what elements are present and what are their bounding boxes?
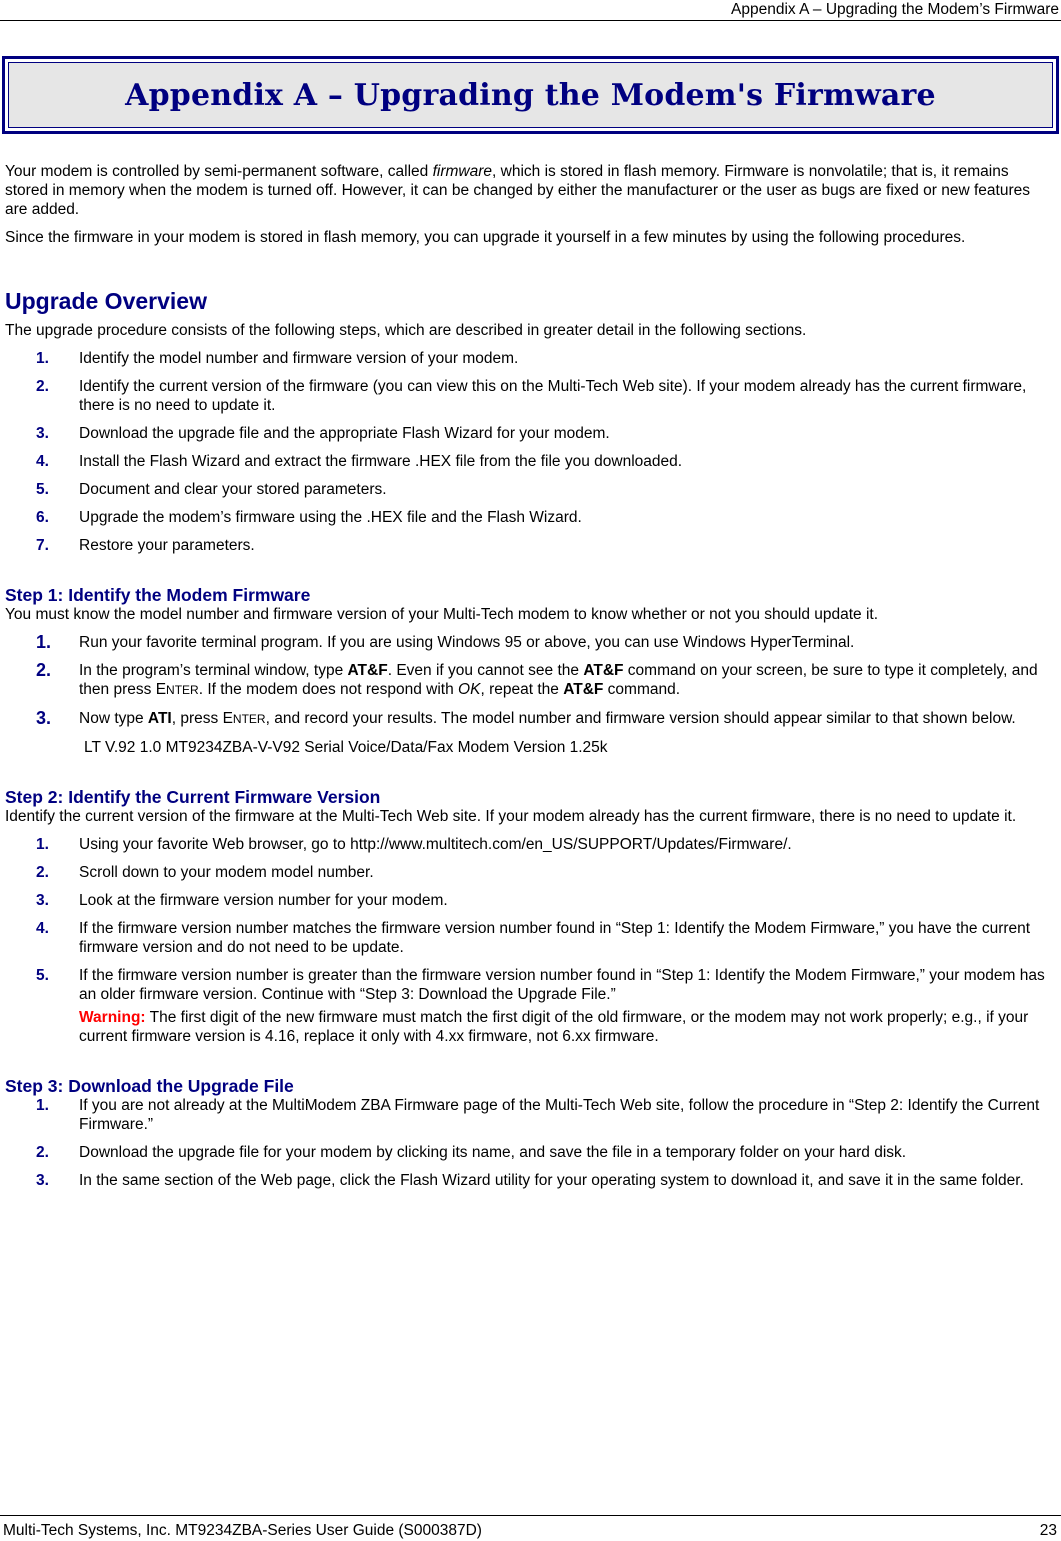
warning-label: Warning: bbox=[79, 1009, 146, 1026]
step-number: 1. bbox=[36, 350, 49, 367]
step-number: 4. bbox=[36, 453, 49, 470]
step-text: Now type bbox=[79, 710, 148, 727]
intro-paragraph-2: Since the firmware in your modem is stored in flash memory, you can upgrade it yourself in a few minutes by using the following procedures. bbox=[5, 229, 966, 246]
step-text: Identify the current version of the firmware (you can view this on the Multi-Tech Web site). If your modem already has the current firmware, there is no need to update it. bbox=[79, 378, 1027, 414]
step-text: Look at the firmware version number for your modem. bbox=[79, 892, 448, 909]
step-number: 1. bbox=[36, 836, 49, 853]
step1-heading: Step 1: Identify the Modem Firmware bbox=[5, 585, 311, 605]
intro-text: Your modem is controlled by semi-permanent software, called bbox=[5, 163, 433, 180]
step3-item bbox=[5, 1096, 1055, 1134]
step-text: Download the upgrade file for your modem by clicking its name, and save the file in a temporary folder on your hard disk. bbox=[79, 1144, 907, 1161]
step1-section bbox=[5, 585, 1055, 757]
overview-steps bbox=[5, 349, 1055, 555]
overview-heading: Upgrade Overview bbox=[5, 288, 207, 314]
step-text: Document and clear your stored parameters. bbox=[79, 481, 387, 498]
overview-step bbox=[5, 536, 1055, 555]
command-atf: AT&F bbox=[347, 662, 388, 679]
step-text: , and record your results. The model number and firmware version should appear similar to that shown below. bbox=[265, 710, 1016, 727]
step-text: , repeat the bbox=[480, 681, 564, 698]
step2-item bbox=[5, 919, 1055, 957]
step-text: If the firmware version number matches the firmware version number found in “Step 1: Identify the Modem Firmware,” you have the current firmware version and do not need to be update. bbox=[79, 920, 1031, 956]
step2-heading: Step 2: Identify the Current Firmware Version bbox=[5, 787, 381, 807]
overview-step bbox=[5, 349, 1055, 368]
overview-step bbox=[5, 480, 1055, 499]
step-text: If the firmware version number is greater than the firmware version number found in “Step 1: Identify the Modem Firmware,” your modem has an older firmware version. Continue with “Step 3: Download the Upgrade File.” bbox=[79, 967, 1045, 1003]
step-text: If you are not already at the MultiModem ZBA Firmware page of the Multi-Tech Web site, follow the procedure in “Step 2: Identify the Current Firmware.” bbox=[79, 1097, 1040, 1133]
step-text: , press bbox=[171, 710, 223, 727]
step-text: In the program’s terminal window, type bbox=[79, 662, 348, 679]
step-number: 5. bbox=[36, 967, 49, 984]
step-text: command. bbox=[603, 681, 681, 698]
step-text: Identify the model number and firmware version of your modem. bbox=[79, 350, 519, 367]
command-atf: AT&F bbox=[583, 662, 624, 679]
overview-step bbox=[5, 508, 1055, 527]
page-title: Appendix A – Upgrading the Modem's Firmware bbox=[125, 77, 936, 113]
step3-item bbox=[5, 1171, 1055, 1190]
step-number: 3. bbox=[36, 708, 52, 728]
step1-item bbox=[5, 709, 1055, 729]
footer-publication: Multi-Tech Systems, Inc. MT9234ZBA-Series User Guide (S000387D) bbox=[3, 1522, 482, 1539]
intro-text: , which is stored in flash memory. Firmware is nonvolatile; that is, it remains stored in memory when the modem is turned off. However, it can be changed by either the manufacturer or the user as bugs are fixed or new features are added. bbox=[5, 163, 1030, 218]
page-footer bbox=[0, 1515, 1061, 1541]
step2-item bbox=[5, 835, 1055, 854]
enter-key-rest: NTER bbox=[166, 683, 199, 697]
step-text: In the same section of the Web page, click the Flash Wizard utility for your operating system to download it, and save it in the same folder. bbox=[79, 1172, 1024, 1189]
running-header bbox=[0, 0, 1061, 21]
step-text: Install the Flash Wizard and extract the firmware .HEX file from the file you downloaded. bbox=[79, 453, 683, 470]
step-number: 6. bbox=[36, 509, 49, 526]
warning-text: The first digit of the new firmware must match the first digit of the old firmware, or the modem may not work properly; e.g., if your current firmware version is 4.16, replace it only with 4.xx firmware, not 6.xx firmware. bbox=[79, 1009, 1029, 1045]
step3-section bbox=[5, 1076, 1055, 1190]
step-number: 5. bbox=[36, 481, 49, 498]
step2-item bbox=[5, 863, 1055, 882]
overview-step bbox=[5, 424, 1055, 443]
content bbox=[5, 162, 1055, 1199]
intro-paragraph-1 bbox=[5, 162, 1055, 219]
title-inner bbox=[8, 62, 1053, 128]
title-box bbox=[2, 56, 1059, 134]
overview-step bbox=[5, 377, 1055, 415]
step2-section bbox=[5, 787, 1055, 1046]
page-number: 23 bbox=[1039, 1522, 1057, 1539]
ok-response: OK bbox=[458, 681, 481, 698]
overview-intro: The upgrade procedure consists of the following steps, which are described in greater detail in the following sections. bbox=[5, 322, 807, 339]
step-number: 1. bbox=[36, 632, 52, 652]
enter-key-initial: E bbox=[222, 710, 233, 727]
enter-key-initial: E bbox=[155, 681, 167, 698]
warning-note bbox=[79, 1008, 1055, 1046]
step-number: 2. bbox=[36, 864, 49, 881]
firmware-term: firmware bbox=[432, 163, 493, 180]
step3-item bbox=[5, 1143, 1055, 1162]
step3-heading: Step 3: Download the Upgrade File bbox=[5, 1076, 294, 1096]
step1-item bbox=[5, 661, 1055, 700]
step-number: 2. bbox=[36, 1144, 49, 1161]
step-number: 2. bbox=[36, 660, 52, 680]
step1-list bbox=[5, 633, 1055, 729]
step2-intro: Identify the current version of the firmware at the Multi-Tech Web site. If your modem already has the current firmware, there is no need to update it. bbox=[5, 808, 1017, 825]
step-text: Upgrade the modem’s firmware using the .HEX file and the Flash Wizard. bbox=[79, 509, 582, 526]
step-number: 2. bbox=[36, 378, 49, 395]
step-number: 3. bbox=[36, 1172, 49, 1189]
step-text: Using your favorite Web browser, go to http://www.multitech.com/en_US/SUPPORT/Updates/Firmware/. bbox=[79, 836, 792, 853]
step-text: Restore your parameters. bbox=[79, 537, 255, 554]
overview-step bbox=[5, 452, 1055, 471]
step-text: Run your favorite terminal program. If you are using Windows 95 or above, you can use Windows HyperTerminal. bbox=[79, 634, 855, 651]
step-text: . If the modem does not respond with bbox=[198, 681, 459, 698]
step-number: 3. bbox=[36, 425, 49, 442]
step-text: Download the upgrade file and the appropriate Flash Wizard for your modem. bbox=[79, 425, 610, 442]
step-number: 4. bbox=[36, 920, 49, 937]
step1-item bbox=[5, 633, 1055, 652]
step3-list bbox=[5, 1096, 1055, 1190]
sample-output: LT V.92 1.0 MT9234ZBA-V-V92 Serial Voice/Data/Fax Modem Version 1.25k bbox=[84, 739, 608, 756]
step1-intro: You must know the model number and firmware version of your Multi-Tech modem to know whether or not you should update it. bbox=[5, 606, 879, 623]
running-header-title: Appendix A – Upgrading the Modem’s Firmware bbox=[731, 1, 1059, 18]
step2-item bbox=[5, 966, 1055, 1046]
step-text: . Even if you cannot see the bbox=[387, 662, 584, 679]
step2-list bbox=[5, 835, 1055, 1046]
step-number: 3. bbox=[36, 892, 49, 909]
step-number: 1. bbox=[36, 1097, 49, 1114]
step-text: command on your screen, be sure to type it completely, and then press bbox=[79, 662, 1038, 698]
command-ati: ATI bbox=[147, 710, 172, 727]
step2-item bbox=[5, 891, 1055, 910]
command-atf: AT&F bbox=[563, 681, 604, 698]
step-number: 7. bbox=[36, 537, 49, 554]
enter-key-rest: NTER bbox=[232, 712, 266, 726]
step-text: Scroll down to your modem model number. bbox=[79, 864, 374, 881]
